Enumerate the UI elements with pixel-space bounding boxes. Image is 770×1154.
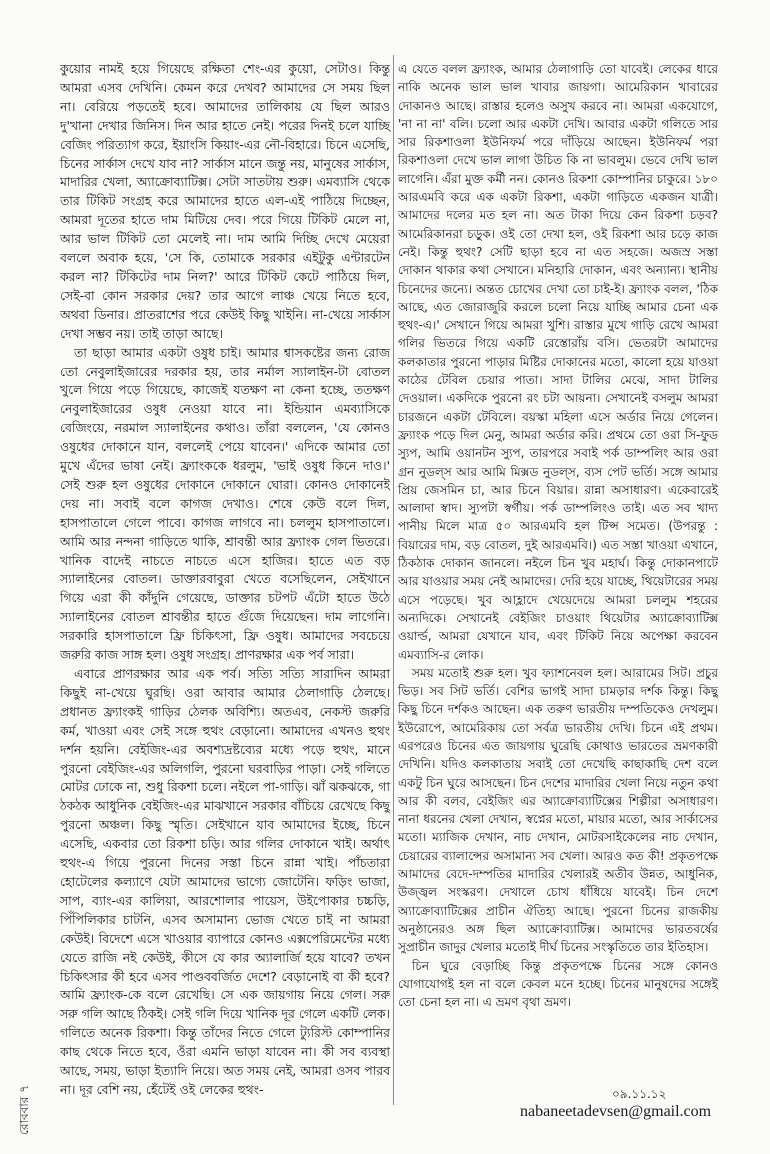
article-column-right bbox=[398, 60, 718, 1011]
paragraph: তা ছাড়া আমার একটা ওষুধ চাই। আমার শ্বাসকষ্টের জন্য রোজ তো নেবুলাইজারের দরকার হয়, তার নর্মাল স্যালাইন-টা বোতল খুলে গিয়ে পড়ে গিয়েছে, কাজেই যতক্ষণ না কেনা হচ্ছে, ততক্ষণ নেবুলাইজারের ওষুধ নেওয়া যাবে না। ইন্ডিয়ান এমব্যাসিকে বেজিংয়ে, নরমাল স্যালাইনের কথাও। তাঁরা বললেন, 'যে কোনও ওষুধের দোকানে যান, বললেই পেয়ে যাবেন।' এদিকে আমার তো মুখে এঁদের ভাষা নেই। ফ্র্যাংককে ধরলুম, 'ভাই ওষুধ কিনে দাও।' সেই শুরু হল ওষুধের দোকানে দোকানে ঘোরা। কোনও দোকানেই দেয় না। সবাই বলে কাগজ দেখাও। শেষে কেউ বলে দিল, হাসপাতালে গেলে পাবে। কাগজ লাগবে না। চললুম হাসপাতালে। আমি আর নন্দনা গাড়িতে থাকি, শ্রাবন্তী আর ফ্র্যাংক গেল ভিতরে। খানিক বাদেই নাচতে নাচতে এসে হাজির। হাতে এত বড় স্যালাইনের বোতল। ডাক্তারবাবুরা খেতে বসেছিলেন, সেইখানে গিয়ে এরা কী কাঁদুনি গেয়েছে, ডাক্তার চটপট এঁটো হাতে উঠে স্যালাইনের বোতল শ্রাবন্তীর হাতে গুঁজে দিয়েছেন। দাম লাগেনি। সরকারি হাসপাতালে ফ্রি চিকিৎসা, ফ্রি ওষুধ। আমাদের সবচেয়ে জরুরি কাজ সাঙ্গ হল। ওষুধ সংগ্রহ। প্রাণরক্ষার এক পর্ব সারা। bbox=[60, 344, 390, 663]
author-email: nabaneetadevsen@gmail.com bbox=[520, 1103, 712, 1120]
page-label: রোববার ৭ bbox=[17, 1084, 32, 1136]
signature-date: ০৯.১১.১২ bbox=[612, 1087, 667, 1101]
article-column-left bbox=[60, 60, 390, 1100]
paragraph: কুয়োর নামই হয়ে গিয়েছে রক্ষিতা শেং-এর কুয়ো, সেটাও। কিন্তু আমরা এসব দেখিনি। কেমন করে দেখব? আমাদের সে সময় ছিল না। বেরিয়ে পড়তেই হবে। আমাদের তালিকায় যে ছিল আরও দু'খানা দেখার জিনিস। দিন আর হাতে নেই। পরের দিনই চলে যাচ্ছি বেজিং পরিত্যাগ করে, ইয়াংসি কিয়াং-এর নৌ-বিহারে। চিনে এসেছি, চিনের সার্কাস দেখে যাব না? সার্কাস মানে জন্তু নয়, মানুষের সার্কাস, মাদারির খেলা, অ্যাক্রোব্যাটিক্স। সেটা সাতটায় শুরু। এমব্যাসি থেকে তার টিকিট সংগ্রহ করে আমাদের হাতে এল-এই পাঠিয়ে দিচ্ছেন, আমরা দূতের হাতে দাম মিটিয়ে দেব। পরে গিয়ে টিকিট মেলে না, আর ভাল টিকিট তো মেলেই না। দাম আমি দিচ্ছি দেখে মেয়েরা বললে অবাক হয়ে, 'সে কি, তোমাকে সরকার এইটুকু এন্টারটেন করল না? টিকিটের দাম নিল?' আরে টিকিট কেটে পাঠিয়ে দিল, সেই-বা কোন সরকার দেয়? তার আগে লাঞ্চ খেয়ে নিতে হবে, অথবা ডিনার। প্রাতরাশের পরে কেউই কিছু খাইনি। না-খেয়ে সার্কাস দেখা সম্ভব নয়। তাই তাড়া আছে। bbox=[60, 61, 390, 341]
paragraph: এ যেতে বলল ফ্র্যাংক, আমার ঠেলাগাড়ি তো যাবেই। লেকের ধারে নাকি অনেক ভাল ভাল খাবার জায়গা। আমেরিকান খাবারের দোকানও আছে। রাস্তার হলেও অসুখ করবে না। আমরা একযোগে, 'না না না' বলি। চলো আর একটা দেখি। আবার একটা গলিতে সার সার রিকশাওলা ইউনিফর্ম পরে দাঁড়িয়ে আছেন। ইউনিফর্ম পরা রিকশাওলা দেখে ভাল লাগা উচিত কি না ভাবলুম। ভেবে দেখি ভাল লাগেনি। এঁরা মুক্ত কর্মী নন। কোনও রিকশা কোম্পানির চাকুরে। ১৮০ আরএমবি করে এক একটা রিকশা, একটা গাড়িতে একজন যাত্রী। আমাদের দলের মত হল না। অত টাকা দিয়ে কেন রিকশা চড়ব? আমেরিকানরা চড়ুক। ওই তো দেখা হল, ওই রিকশা আর চড়ে কাজ নেই। কিন্তু হুথং? সেটি ছাড়া হবে না এত সহজে। অজস্র সস্তা দোকান থাকার কথা সেখানে। মনিহারি দোকান, এবং অন্যান্য। স্থানীয় চিনেদের জন্যে। অন্তত চোখের দেখা তো চাই-ই। ফ্র্যাংক বলল, 'ঠিক আছে, এত জোরাজুরি করলে চলো নিয়ে যাচ্ছি আমার চেনা এক হুথং-এ।' সেখানে গিয়ে আমরা খুশি। রাস্তার মুখে গাড়ি রেখে আমরা গলির ভিতরে গিয়ে একটি রেস্তোরাঁয় বসি। ভেতরটা আমাদের কলকাতার পুরনো পাড়ার মিষ্টির দোকানের মতো, কালো হয়ে যাওয়া কাঠের টেবিল চেয়ার পাতা। সাদা টালির মেঝে, সাদা টালির দেওয়াল। একদিকে পুরনো রং চটা আয়না। সেখানেই বসলুম আমরা চারজনে একটা টেবিলে। বয়স্কা মহিলা এসে অর্ডার নিয়ে গেলেন। ফ্র্যাংক পড়ে দিল মেনু, আমরা অর্ডার করি। প্রথমে তো ওরা সি-ফুড স্যুপ, আমি ওয়ানটন স্যুপ, তারপরে সবাই পর্ক ডাম্পলিং আর ওরা গ্রন নুডল্স আর আমি মিক্সড নুডল্স, ব্যস পেট ভর্তি। সঙ্গে আমার প্রিয় জেসমিন চা, আর চিনে বিয়ার। রান্না অসাধারণ। একেবারেই আলাদা স্বাদ। স্যুপটা স্বর্গীয়। পর্ক ডাম্পলিংও তাই। এত সব খাদ্য পানীয় মিলে মাত্র ৫০ আরএমবি হল টিপ্স সমেত। (উপরন্তু : বিয়ারের দাম, বড় বোতল, দুই আরএমবি।) এত সস্তা খাওয়া এখানে, ঠিকঠাক দোকান জানলে। নইলে চিন খুব মহার্ঘ। কিন্তু দোকানপাটে আর যাওয়ার সময় নেই আমাদের। দেরি হয়ে যাচ্ছে, থিয়েটারের সময় এসে পড়েছে। খুব আহ্লাদে খেয়েদেয়ে আমরা চললুম শহরের অন্যদিকে। সেখানেই বেইজিং চাওয়াং থিয়েটার অ্যাক্রোব্যাটিক্স ওয়ার্ল্ড, আমরা যেখানে যাব, এবং টিকিট নিয়ে অপেক্ষা করবেন এমব্যাসি-র লোক। bbox=[398, 62, 718, 662]
column-divider bbox=[393, 55, 394, 1105]
paragraph: সময় মতোই শুরু হল। খুব ফ্যাশনেবল হল। আরামের সিট। প্রচুর ভিড়। সব সিট ভর্তি। বেশির ভাগই সাদা চামড়ার দর্শক কিন্তু। কিছু কিছু চিনে দর্শকও আছেন। এক তরুণ ভারতীয় দম্পতিকেও দেখলুম। ইউরোপে, আমেরিকায় তো সর্বত্র ভারতীয় দেখি। চিনে এই প্রথম। এরপরেও চিনের এত জায়গায় ঘুরেছি কোথাও ভারতের ভ্রমণকারী দেখিনি। যদিও কলকাতায় সবাই তো দেখেছি কাছাকাছি দেশ বলে একটু চিন ঘুরে আসছেন। চিন দেশের মাদারির খেলা নিয়ে নতুন কথা আর কী বলব, বেইজিং এর অ্যাক্রোব্যাটিক্সের শিল্পীরা অসাধারণ। নানা ধরনের খেলা দেখান, স্বপ্নের মতো, মায়ার মতো, আর সার্কাসের মতো। ম্যাজিক দেখান, নাচ দেখান, মোটরসাইকেলের নাচ দেখান, চেয়ারের ব্যালান্সের অসামান্য সব খেলা। আরও কত কী! প্রকৃতপক্ষে আমাদের বেদে-দম্পতির মাদারির খেলারই অতীব উন্নত, আধুনিক, উজ্জ্বল সংস্করণ। দেখালে চোখ ধাঁধিয়ে যাবেই। চিন দেশে অ্যাক্রোব্যাটিক্সের প্রাচীন ঐতিহ্য আছে। পুরনো চিনের রাজকীয় অনুষ্ঠানেরও অঙ্গ ছিল অ্যাক্রোব্যাটিক্স। আমাদের ভারতবর্ষের সুপ্রাচীন জাদুর খেলার মতোই দীর্ঘ চিনের সংস্কৃতিতে তার ইতিহাস। bbox=[398, 665, 718, 955]
paragraph: এবারে প্রাণরক্ষার আর এক পর্ব। সত্যি সত্যি সারাদিন আমরা কিছুই না-খেয়ে ঘুরছি। ওরা আবার আমার ঠেলাগাড়ি ঠেলছে। প্রধানত ফ্র্যাংকই গাড়ির ঠেলক অবিশ্যি। অতএব, নেকস্ট জরুরি কর্ম, খাওয়া এবং সেই সঙ্গে হুথং বেড়ানো। আমাদের এখনও হুথং দর্শন হয়নি। বেইজিং-এর অবশ্যদ্রষ্টব্যের মধ্যে পড়ে হুথং, মানে পুরনো বেইজিং-এর অলিগলি, পুরনো ঘরবাড়ির পাড়া। সেই গলিতে মোটর ঢোকে না, শুধু রিকশা চলে। নইলে পা-গাড়ি। ঝাঁ ঝকঝকে, গা ঠকঠক আধুনিক বেইজিং-এর মাঝখানে সরকার বাঁচিয়ে রেখেছে কিছু পুরনো অঞ্চল। কিছু স্মৃতি। সেইখানে যাব আমাদের ইচ্ছে, চিনে এসেছি, একবার তো রিকশা চড়ি। আর গলির দোকানে খাই। অর্থাৎ হুথং-এ গিয়ে পুরনো দিনের সস্তা চিনে রান্না খাই। পাঁচতারা হোটেলের কল্যাণে যেটা আমাদের ভাগ্যে জোটেনি। ফড়িং ভাজা, সাপ, ব্যাং-এর কালিয়া, আরশোলার পায়েস, উইপোকার চচ্চড়ি, পিঁপিলিকার চাটনি, এসব অসামান্য ভোজ খেতে চাই না আমরা কেউই। বিদেশে এসে খাওয়ার ব্যাপারে কোনও এক্সপেরিমেন্টের মধ্যে যেতে রাজি নই কেউই, কীসে যে কার অ্যালার্জি হয়ে যাবে? তখন চিকিৎসার কী হবে এসব পাণ্ডববর্জিত দেশে? বেড়ানোই বা কী হবে? আমি ফ্র্যাংক-কে বলে রেখেছি। সে এক জায়গায় নিয়ে গেল। সরু সরু গলি আছে ঠিকই। সেই গলি দিয়ে খানিক দূর গেলে একটি লেক। গলিতে অনেক রিকশা। কিন্তু তাঁদের নিতে গেলে ট্যুরিস্ট কোম্পানির কাছ থেকে নিতে হবে, ওঁরা এমনি ভাড়া যাবেন না। কী সব ব্যবস্থা আছে, সময়, ভাড়া ইত্যাদি নিয়ে। অত সময় নেই, আমরা ওসব পারব না। দূর বেশি নয়, হেঁটেই ওই লেকের হুথং- bbox=[60, 666, 390, 1097]
page-number-badge bbox=[14, 1070, 38, 1150]
paragraph: চিন ঘুরে বেড়াচ্ছি কিন্তু প্রকৃতপক্ষে চিনের সঙ্গে কোনও যোগাযোগই হল না বলে কেবল মনে হচ্ছে। চিনের মানুষদের সঙ্গেই তো চেনা হল না। এ ভ্রমণ বৃথা ভ্রমণ। bbox=[398, 958, 718, 1010]
